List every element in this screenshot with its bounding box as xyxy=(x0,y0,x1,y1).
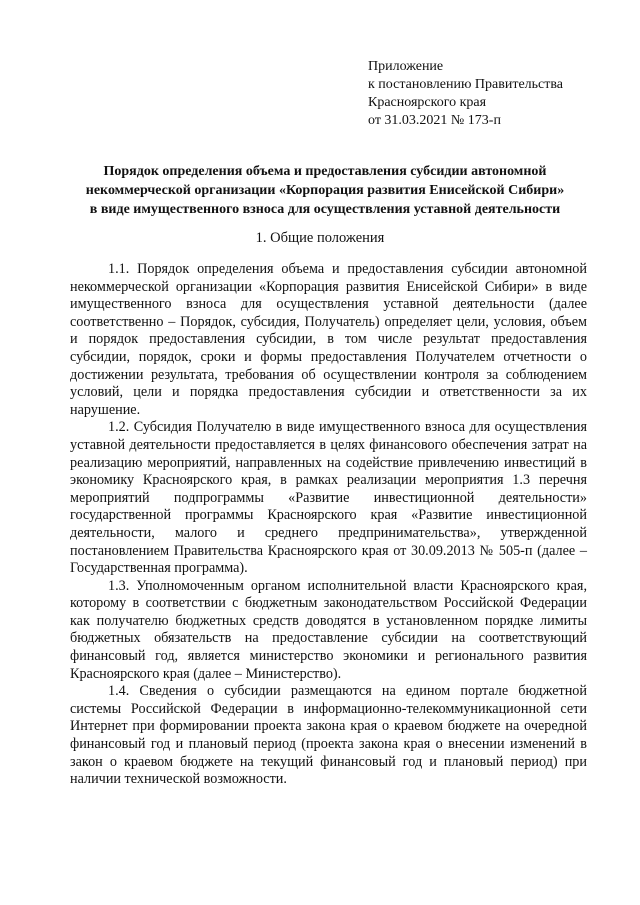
appendix-line: к постановлению Правительства xyxy=(368,77,564,92)
appendix-date-number: от 31.03.2021 № 173-п xyxy=(368,113,501,128)
title-line: в виде имущественного взноса для осуществления уставной деятельности xyxy=(89,202,561,217)
paragraph-1-4: 1.4. Сведения о субсидии размещаются на едином портале бюджетной системы Российской Федерации в информационно-телекоммуникационной сети Интернет при формировании проекта закона края о краевом бюджете на очередной финансовый год и плановый период (проекта закона края о внесении изменений в закон о краевом бюджете на текущий финансовый год и плановый период) при наличии технической возможности. xyxy=(70,683,587,788)
appendix-line: Приложение xyxy=(368,59,444,74)
section-heading: 1. Общие положения xyxy=(255,230,385,246)
paragraph-1-1: 1.1. Порядок определения объема и предоставления субсидии автономной некоммерческой организации «Корпорация развития Енисейской Сибири» в виде имущественного взноса для осуществления уставной деятельности (далее соответственно – Порядок, субсидия, Получатель) определяет цели, условия, объем и порядок предоставления субсидии, в том числе результат предоставления субсидии, порядок, сроки и формы предоставления Получателем отчетности о достижении результата, требования об осуществлении контроля за соблюдением условий, цели и порядка предоставления субсидии и ответственности за их нарушение. xyxy=(70,261,587,418)
appendix-block xyxy=(368,58,563,130)
document-body xyxy=(70,261,587,789)
appendix-line: Красноярского края xyxy=(368,95,487,110)
title-line: некоммерческой организации «Корпорация развития Енисейской Сибири» xyxy=(85,183,565,198)
document-title xyxy=(60,162,590,219)
paragraph-1-2: 1.2. Субсидия Получателю в виде имущественного взноса для осуществления уставной деятельности предоставляется в целях финансового обеспечения затрат на реализацию мероприятий, направленных на содействие привлечению инвестиций в экономику Красноярского края, в рамках реализации мероприятия 1.3 перечня мероприятий подпрограммы «Развитие инвестиционной деятельности» государственной программы Красноярского края «Развитие инвестиционной деятельности, малого и среднего предпринимательства», утвержденной постановлением Правительства Красноярского края от 30.09.2013 № 505-п (далее – Государственная программа). xyxy=(70,419,587,577)
paragraph-1-3: 1.3. Уполномоченным органом исполнительной власти Красноярского края, которому в соответствии с бюджетным законодательством Российской Федерации как получателю бюджетных средств доводятся в установленном порядке лимиты бюджетных обязательств на предоставление субсидии на соответствующий финансовый год, является министерство экономики и регионального развития Красноярского края (далее – Министерство). xyxy=(70,577,587,682)
title-line: Порядок определения объема и предоставления субсидии автономной xyxy=(103,164,547,179)
